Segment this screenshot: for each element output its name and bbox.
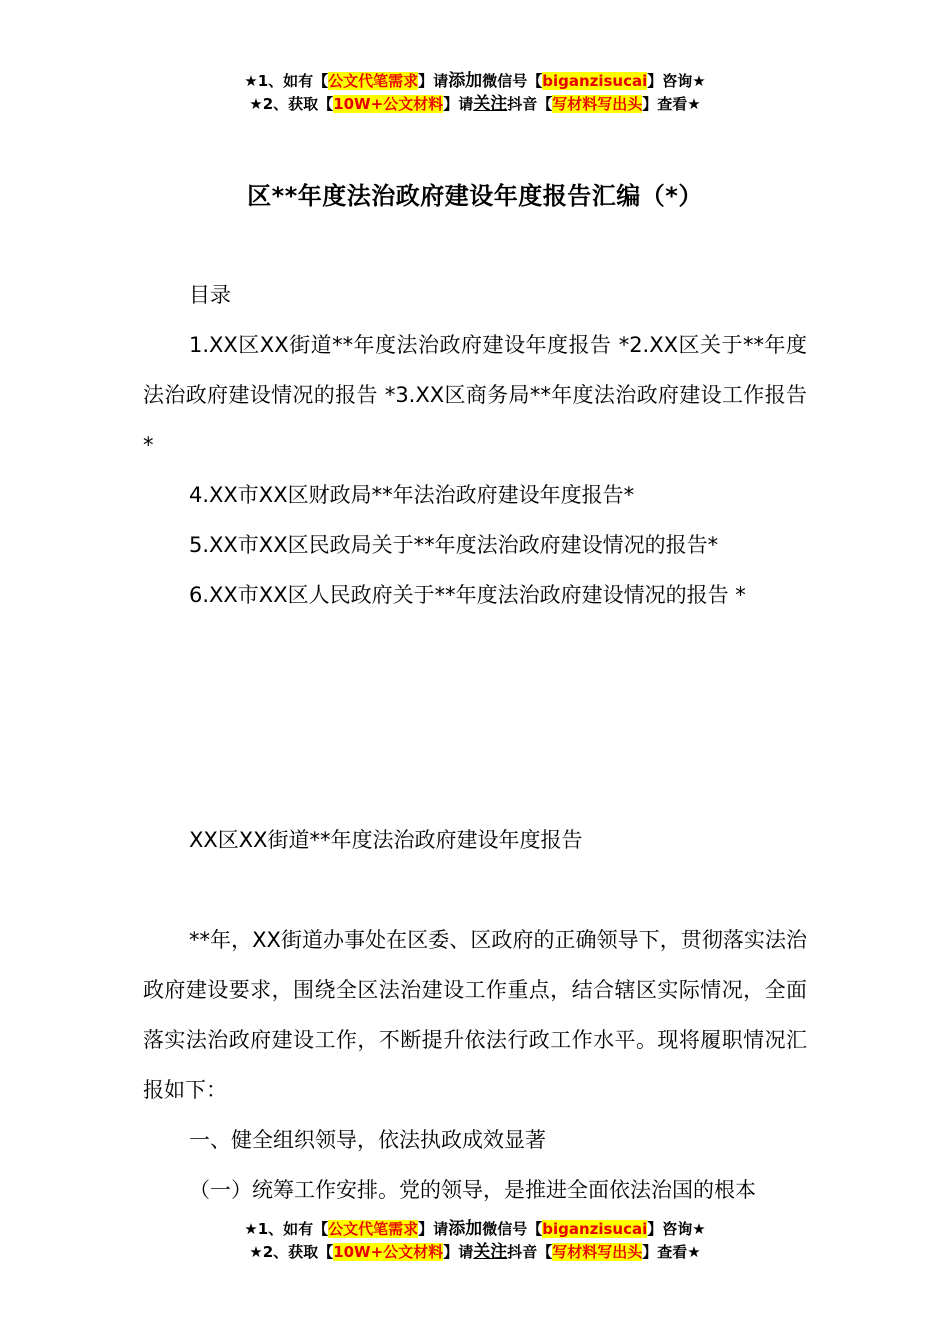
wechat-id-highlight: biganzisucai <box>542 72 648 90</box>
douyin-account-highlight: 写材料写出头 <box>552 95 643 113</box>
promo-text: 微信号【 <box>482 72 543 90</box>
promo-text: 】请 <box>443 95 474 113</box>
toc-item-6: 6.XX市XX区人民政府关于**年度法治政府建设情况的报告 * <box>189 583 746 607</box>
report-body <box>143 915 807 1215</box>
promo-text: 】咨询★ <box>647 72 706 90</box>
promo-highlight: 公文代笔需求 <box>328 72 419 90</box>
table-of-contents <box>143 270 807 620</box>
promo-text: 微信号【 <box>482 1220 543 1238</box>
toc-item-5: 5.XX市XX区民政局关于**年度法治政府建设情况的报告* <box>189 533 719 557</box>
promo-text: ★1、如有【 <box>244 1220 329 1238</box>
promo-emphasis: 关注 <box>473 1242 508 1262</box>
promo-banner-bottom <box>0 1218 950 1264</box>
promo-emphasis: 添加 <box>448 1219 483 1239</box>
promo-text: 抖音【 <box>507 1243 553 1261</box>
promo-text: ★1、如有【 <box>244 72 329 90</box>
promo-text: 】查看★ <box>642 1243 701 1261</box>
document-title: 区**年度法治政府建设年度报告汇编（*） <box>247 182 703 210</box>
promo-line-1 <box>0 70 950 93</box>
heading-level-1: 一、健全组织领导，依法执政成效显著 <box>189 1128 546 1152</box>
promo-text: ★2、获取【 <box>249 1243 334 1261</box>
promo-text: 】查看★ <box>642 95 701 113</box>
promo-emphasis: 添加 <box>448 71 483 91</box>
toc-item-4: 4.XX市XX区财政局**年法治政府建设年度报告* <box>189 483 635 507</box>
promo-line-2 <box>0 93 950 116</box>
section-heading-block <box>143 815 807 865</box>
promo-text: 】请 <box>443 1243 474 1261</box>
promo-text: ★2、获取【 <box>249 95 334 113</box>
sub-heading-1: （一）统筹工作安排。党的领导，是推进全面依法治国的根本 <box>189 1178 756 1202</box>
intro-paragraph: **年，XX街道办事处在区委、区政府的正确领导下，贯彻落实法治政府建设要求，围绕全区法治建设工作重点，结合辖区实际情况，全面落实法治政府建设工作，不断提升依法行政工作水平。现将履职情况汇报如下： <box>143 928 807 1102</box>
promo-text: 】请 <box>418 72 449 90</box>
promo-text: 】咨询★ <box>647 1220 706 1238</box>
promo-text: 抖音【 <box>507 95 553 113</box>
toc-heading: 目录 <box>189 283 231 307</box>
promo-highlight: 10W+公文材料 <box>333 1243 444 1261</box>
toc-item-1-3: 1.XX区XX街道**年度法治政府建设年度报告 *2.XX区关于**年度法治政府建设情况的报告 *3.XX区商务局**年度法治政府建设工作报告 * <box>143 333 807 457</box>
promo-highlight: 公文代笔需求 <box>328 1220 419 1238</box>
promo-banner-top <box>0 70 950 116</box>
promo-line-2 <box>0 1241 950 1264</box>
promo-highlight: 10W+公文材料 <box>333 95 444 113</box>
section-title: XX区XX街道**年度法治政府建设年度报告 <box>189 828 583 852</box>
promo-line-1 <box>0 1218 950 1241</box>
promo-emphasis: 关注 <box>473 94 508 114</box>
wechat-id-highlight: biganzisucai <box>542 1220 648 1238</box>
promo-text: 】请 <box>418 1220 449 1238</box>
douyin-account-highlight: 写材料写出头 <box>552 1243 643 1261</box>
